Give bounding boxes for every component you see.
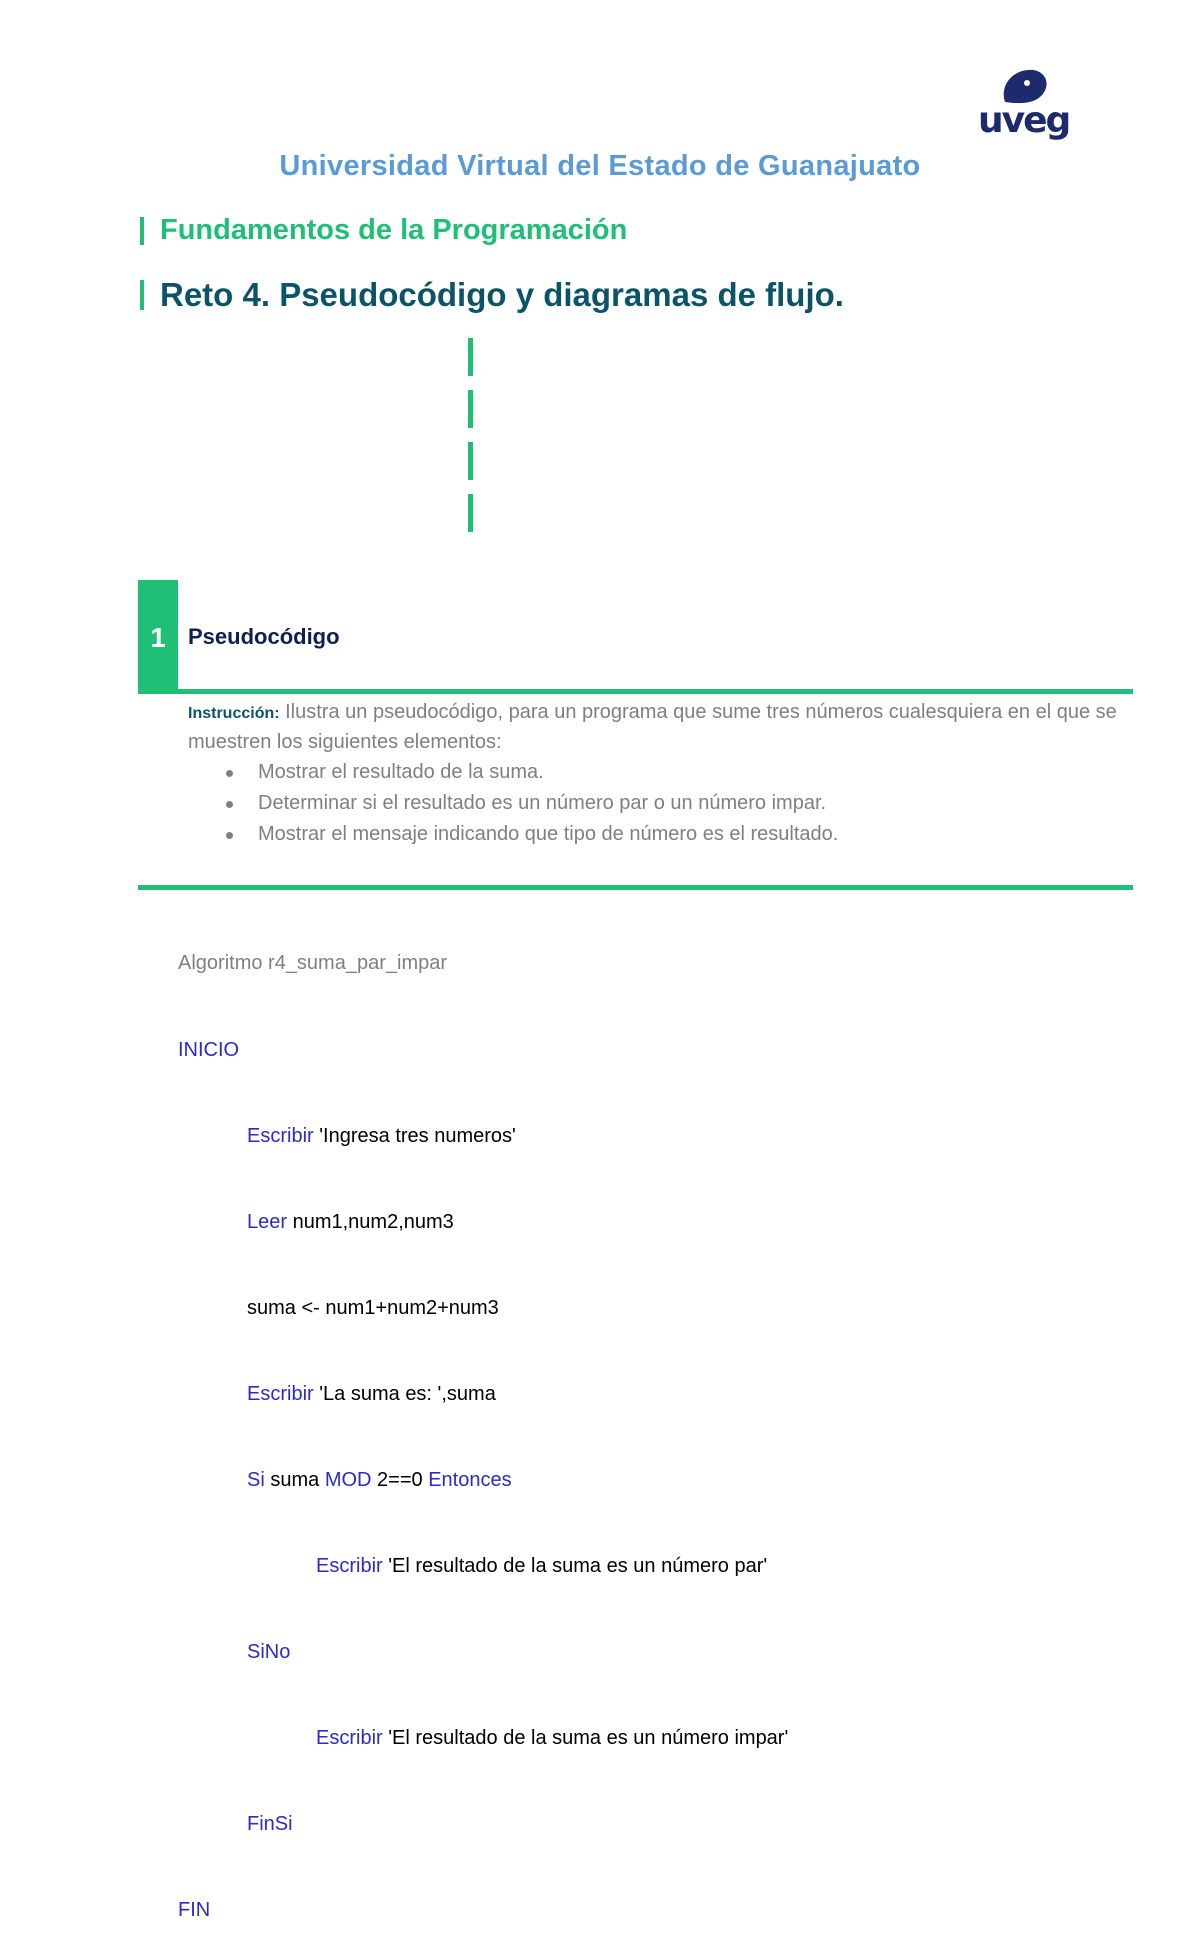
code-line-sino: SiNo bbox=[247, 1641, 291, 1664]
keyword: Escribir bbox=[247, 1382, 314, 1405]
code-line bbox=[178, 1122, 788, 1151]
keyword: Escribir bbox=[316, 1555, 383, 1578]
code-text: num1,num2,num3 bbox=[287, 1210, 454, 1233]
code-text: 2==0 bbox=[371, 1468, 429, 1491]
instruction-text: Ilustra un pseudocódigo, para un programa que sume tres números cualesquiera en el que se muestren los siguientes elementos: bbox=[188, 701, 1117, 753]
bullet-item: Mostrar el resultado de la suma. bbox=[188, 757, 1128, 788]
code-line bbox=[178, 1724, 788, 1753]
instruction-label: Instrucción: bbox=[188, 705, 280, 722]
vertical-bar bbox=[468, 390, 473, 428]
keyword: Leer bbox=[247, 1210, 288, 1233]
logo-wordmark: uveg bbox=[978, 100, 1070, 141]
keyword: Escribir bbox=[247, 1124, 314, 1147]
algorithm-line: Algoritmo r4_suma_par_impar bbox=[178, 952, 448, 975]
keyword: Escribir bbox=[316, 1727, 383, 1750]
keyword: Si bbox=[247, 1468, 265, 1491]
code-line bbox=[178, 1552, 788, 1581]
code-line bbox=[178, 1466, 788, 1495]
vertical-bar bbox=[468, 442, 473, 480]
code-line-inicio: INICIO bbox=[178, 1038, 240, 1061]
accent-bar bbox=[140, 217, 144, 245]
keyword: Entonces bbox=[428, 1468, 512, 1491]
accent-bar bbox=[140, 280, 144, 310]
challenge-title: Reto 4. Pseudocódigo y diagramas de flujo. bbox=[160, 276, 844, 313]
challenge-heading bbox=[140, 276, 844, 314]
bullet-item: Determinar si el resultado es un número par o un número impar. bbox=[188, 788, 1128, 819]
code-line bbox=[178, 1208, 788, 1237]
code-line-fin: FIN bbox=[178, 1899, 211, 1922]
vertical-bar bbox=[468, 494, 473, 532]
keyword: MOD bbox=[324, 1468, 372, 1491]
course-heading bbox=[140, 214, 627, 247]
code-text: 'Ingresa tres numeros' bbox=[313, 1124, 516, 1147]
decorative-vertical-bars bbox=[468, 338, 473, 546]
code-text: suma bbox=[264, 1468, 325, 1491]
instruction-block bbox=[188, 698, 1128, 850]
code-text: 'El resultado de la suma es un número impar' bbox=[382, 1727, 789, 1750]
pseudocode-block bbox=[178, 892, 788, 1954]
code-text: 'La suma es: ',suma bbox=[313, 1382, 496, 1405]
section-divider bbox=[138, 689, 1133, 694]
bullet-item: Mostrar el mensaje indicando que tipo de número es el resultado. bbox=[188, 819, 1128, 850]
university-title: Universidad Virtual del Estado de Guanajuato bbox=[279, 150, 921, 182]
section-number: 1 bbox=[138, 580, 178, 694]
code-line bbox=[178, 1380, 788, 1409]
course-title: Fundamentos de la Programación bbox=[160, 214, 628, 246]
bullet-list bbox=[188, 757, 1128, 850]
code-text: 'El resultado de la suma es un número par' bbox=[382, 1555, 768, 1578]
code-divider bbox=[138, 885, 1133, 890]
code-line-finsi: FinSi bbox=[247, 1813, 293, 1836]
vertical-bar bbox=[468, 338, 473, 376]
code-line: suma <- num1+num2+num3 bbox=[247, 1296, 499, 1319]
section-title: Pseudocódigo bbox=[188, 624, 340, 649]
instruction-paragraph bbox=[188, 698, 1128, 757]
